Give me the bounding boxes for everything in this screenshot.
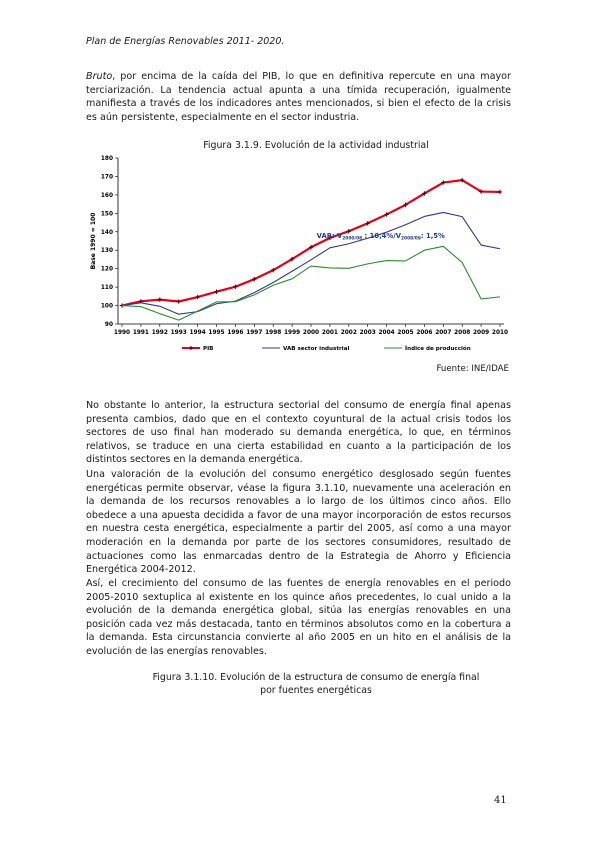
x-tick-label: 1992	[151, 330, 168, 336]
y-tick-label: 90	[104, 322, 113, 328]
y-tick-label: 120	[100, 266, 113, 273]
x-tick-label: 2003	[359, 330, 376, 336]
chart-annotation	[317, 232, 445, 242]
x-tick-label: 2000	[302, 330, 320, 336]
x-tick-label: 2010	[491, 330, 509, 336]
x-tick-label: 2009	[473, 330, 490, 336]
x-tick-label: 1993	[170, 330, 187, 336]
body-paragraph-1: No obstante lo anterior, la estructura sectorial del consumo de energía final apenas presenta cambios, dado que en el contexto coyuntural de la actual crisis todos los sectores de uso final han moderado su demanda energética, lo que, en términos relativos, se traduce en una cierta estabilidad en cuanto a la participación de los distintos sectores en la demanda energética.	[86, 400, 511, 466]
figure-3-1-10-title-line1: Figura 3.1.10. Evolución de la estructura de consumo de energía final	[152, 672, 480, 683]
y-axis-title: Base 1990 = 100	[90, 212, 97, 270]
x-tick-label: 2008	[454, 330, 471, 336]
annotation-subscript: 2008/09	[400, 236, 421, 242]
body-paragraph-2: Una valoración de la evolución del consumo energético desglosado según fuentes energéticas permite observar, véase la figura 3.1.10, nuevamente una aceleración en la demanda de los recursos renovables a lo largo de los últimos cinco años. Ello obedece a una apuesta decidida a favor de una mayor incorporación de estos recursos en nuestra cesta energética, especialmente a partir del 2005, así como a una mayor moderación en la demanda por parte de los sectores consumidores, resultado de actuaciones como las enmarcadas dentro de la Estrategia de Ahorro y Eficiencia Energética 2004-2012.	[86, 469, 511, 576]
series-line-2	[122, 246, 500, 320]
figure-3-1-10-title	[86, 672, 546, 697]
figure-3-1-9-title: Figura 3.1.9. Evolución de la actividad industrial	[203, 140, 429, 151]
annotation-part: V	[336, 232, 343, 241]
figure-3-1-10-title-line2: por fuentes energéticas	[260, 684, 372, 696]
figure-source: Fuente: INE/IDAE	[436, 364, 509, 374]
x-tick-label: 2001	[321, 330, 338, 336]
y-tick-label: 140	[100, 229, 113, 236]
series-line-0	[122, 180, 500, 305]
annotation-part: VAB:	[316, 232, 337, 241]
x-tick-label: 2006	[416, 330, 433, 336]
legend-label-2: Índice de producción	[405, 346, 471, 352]
intro-paragraph	[86, 70, 511, 124]
x-tick-label: 1998	[265, 330, 282, 336]
pib-point-marker	[498, 190, 502, 194]
y-tick-label: 110	[100, 285, 113, 292]
intro-italic-lead: Bruto	[86, 71, 113, 82]
x-tick-label: 1991	[132, 330, 149, 336]
x-tick-label: 2005	[397, 330, 414, 336]
x-tick-label: 1990	[113, 330, 131, 336]
y-tick-label: 100	[100, 303, 113, 310]
x-tick-label: 2007	[435, 330, 452, 336]
legend-label-0: PIB	[203, 346, 214, 352]
x-tick-label: 2004	[378, 330, 395, 336]
annotation-part: V	[395, 232, 401, 241]
x-tick-label: 2002	[340, 330, 357, 336]
x-tick-label: 1994	[189, 330, 206, 336]
y-tick-label: 150	[100, 211, 113, 218]
annotation-part: : 1,5%	[420, 232, 445, 241]
pib-point-marker	[158, 297, 162, 301]
chart-legend	[182, 344, 471, 352]
x-tick-label: 1996	[227, 330, 244, 336]
annotation-part: : 10,4%/	[362, 232, 396, 241]
y-tick-label: 130	[100, 248, 113, 255]
y-tick-label: 160	[100, 192, 113, 199]
chart-series	[120, 178, 502, 320]
x-tick-label: 1999	[284, 330, 301, 336]
pib-point-marker	[177, 299, 181, 303]
vab-annotation	[317, 232, 445, 242]
running-header: Plan de Energías Renovables 2011- 2020.	[86, 36, 285, 47]
y-tick-label: 170	[100, 174, 113, 181]
intro-text: , por encima de la caída del PIB, lo que en definitiva repercute en una mayor terciarización. La tendencia actual apunta a una tímida recuperación, igualmente manifiesta a través de los indicadores antes mencionados, si bien el efecto de la crisis es aún persistente, especialmente en el sector industria.	[86, 71, 511, 123]
industrial-activity-chart	[86, 154, 509, 354]
legend-label-1: VAB sector industrial	[283, 346, 350, 352]
body-paragraph-3: Así, el crecimiento del consumo de las fuentes de energía renovables en el periodo 2005-2010 sextuplica al existente en los quince años precedentes, lo cual unido a la evolución de la demanda energética global, sitúa las energías renovables en una posición cada vez más destacada, tanto en términos absolutos como en la cobertura a la demanda. Esta circunstancia convierte al año 2005 en un hito en el análisis de la evolución de las energías renovables.	[86, 578, 511, 657]
series-line-1	[122, 212, 500, 314]
annotation-subscript: 2000/08	[342, 236, 363, 242]
x-tick-label: 1995	[208, 330, 225, 336]
page-number: 41	[494, 795, 507, 806]
y-tick-label: 180	[100, 156, 113, 162]
x-tick-label: 1997	[246, 330, 263, 336]
